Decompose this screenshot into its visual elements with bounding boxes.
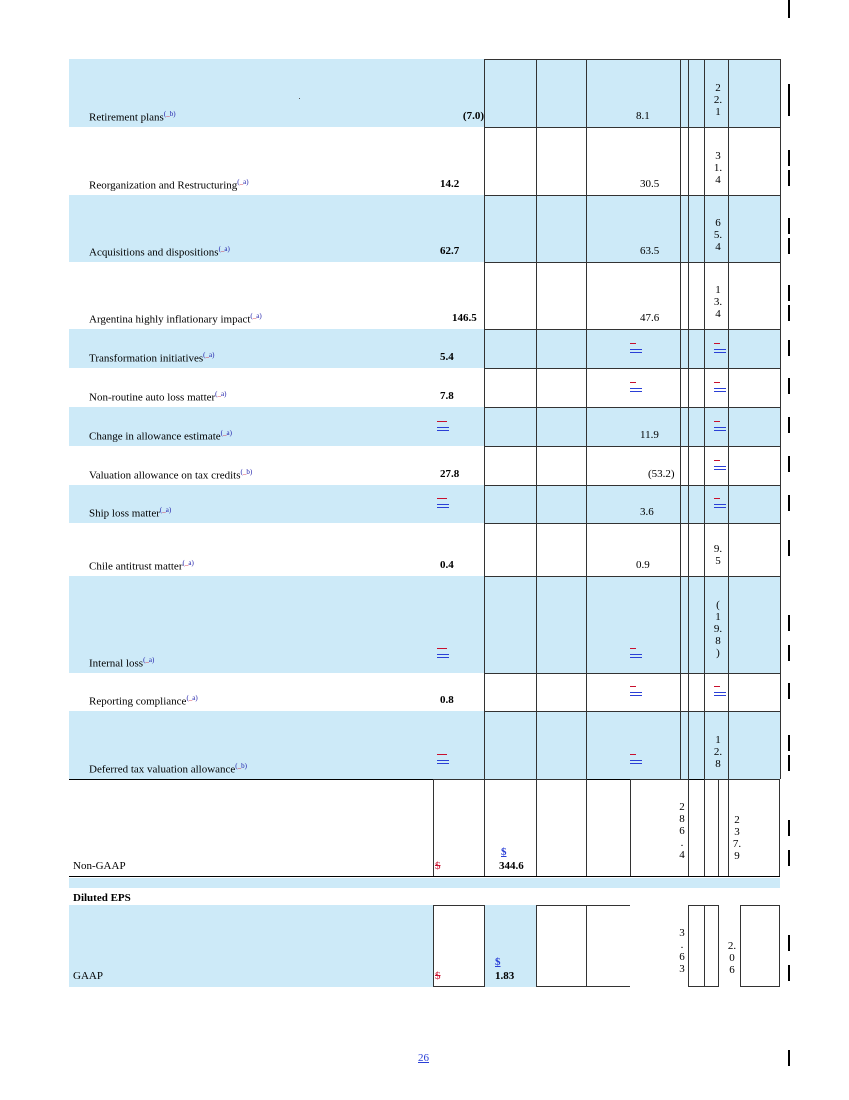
row-value-current: 14.2 (440, 178, 460, 190)
grid-line (728, 59, 729, 779)
currency-symbol: $ (435, 970, 441, 982)
page-edge-mark (788, 1050, 790, 1066)
gaap-label: GAAP (73, 970, 103, 982)
row-label: Ship loss matter$^{(\_a)}$ (89, 506, 172, 520)
row-value-prior: 47.6 (640, 312, 660, 324)
row-value-prior: 30.5 (640, 178, 660, 190)
grid-line (484, 523, 780, 524)
currency-symbol: $ (435, 860, 441, 872)
empty-dash (714, 343, 726, 353)
row-label: Transformation initiatives$^{(\_a)}$ (89, 351, 215, 365)
grid-line (688, 59, 689, 779)
empty-dash (714, 382, 726, 392)
grid-line (484, 446, 780, 447)
row-value-prior: 11.9 (640, 429, 659, 441)
grid-line (484, 59, 485, 779)
page-edge-mark (788, 755, 790, 771)
row-value-current: (7.0) (462, 110, 484, 122)
cell-box (688, 905, 705, 987)
empty-dash (630, 648, 642, 658)
page-edge-mark (788, 417, 790, 433)
page-edge-mark (788, 0, 790, 18)
row-value-stacked: ( 1 9. 8 ) (713, 599, 723, 659)
cell-box (740, 905, 780, 987)
empty-dash (437, 421, 449, 431)
artifact-dot (299, 98, 300, 99)
page-edge-mark (788, 683, 790, 699)
row-value-current: 62.7 (440, 245, 460, 257)
empty-dash (630, 343, 642, 353)
row-value-current: 146.5 (452, 312, 477, 324)
table-row (69, 576, 780, 673)
empty-dash (714, 686, 726, 696)
nongaap-value-stacked: 2 3 7. 9 (732, 814, 742, 862)
empty-dash (437, 498, 449, 508)
grid-line (484, 407, 780, 408)
empty-dash (714, 421, 726, 431)
row-value-prior: 8.1 (636, 110, 650, 122)
page-edge-mark (788, 615, 790, 631)
grid-line (536, 59, 537, 779)
grid-line (484, 329, 780, 330)
empty-dash (437, 754, 449, 764)
row-value-current: 0.8 (440, 694, 454, 706)
nongaap-label: Non-GAAP (73, 860, 126, 872)
cell-box (704, 905, 719, 987)
row-label: Reporting compliance$^{(\_a)}$ (89, 694, 198, 708)
grid-line (484, 485, 780, 486)
row-label: Acquisitions and dispositions$^{(\_a)}$ (89, 245, 230, 259)
page-edge-mark (788, 935, 790, 951)
row-label: Reorganization and Restructuring$^{(\_a)}$ (89, 178, 249, 192)
page-edge-mark (788, 340, 790, 356)
nongaap-value-current: 344.6 (499, 860, 524, 872)
page-edge-mark (788, 305, 790, 321)
row-label: Chile antitrust matter$^{(\_a)}$ (89, 559, 194, 573)
currency-symbol: $ (495, 956, 501, 968)
empty-dash (630, 686, 642, 696)
page-edge-mark (788, 735, 790, 751)
grid-line (484, 262, 780, 263)
grid-line (484, 711, 780, 712)
empty-dash (714, 498, 726, 508)
nongaap-value-prior: 2 8 6 . 4 (679, 801, 685, 861)
cell-box (536, 905, 587, 987)
grid-line (484, 59, 780, 60)
gaap-value-prior: 3 . 6 3 (679, 927, 685, 975)
page-edge-mark (788, 850, 790, 866)
row-value-stacked: 9. 5 (713, 543, 723, 567)
empty-dash (714, 460, 726, 470)
grid-line (484, 368, 780, 369)
grid-line (484, 127, 780, 128)
row-label: Non-routine auto loss matter$^{(\_a)}$ (89, 390, 227, 404)
table-rule (69, 876, 780, 877)
cell-box (718, 779, 780, 877)
row-label: Change in allowance estimate$^{(\_a)}$ (89, 429, 232, 443)
row-value-stacked: 1 2. 8 (713, 734, 723, 770)
page-edge-mark (788, 84, 790, 100)
row-value-stacked: 1 3. 4 (713, 284, 723, 320)
page-edge-mark (788, 100, 790, 116)
page-edge-mark (788, 965, 790, 981)
grid-line (484, 576, 780, 577)
empty-dash (630, 754, 642, 764)
row-label: Internal loss$^{(\_a)}$ (89, 656, 155, 670)
row-value-current: 27.8 (440, 468, 460, 480)
row-value-prior: 63.5 (640, 245, 660, 257)
row-value-prior: 3.6 (640, 506, 654, 518)
page-number-link[interactable]: 26 (418, 1052, 429, 1064)
cell-box (536, 779, 587, 877)
page-edge-mark (788, 378, 790, 394)
cell-box (586, 905, 631, 987)
row-value-current: 5.4 (440, 351, 454, 363)
spacer-band (69, 878, 780, 888)
empty-dash (437, 648, 449, 658)
row-value-stacked: 6 5. 4 (713, 217, 723, 253)
grid-line (484, 195, 780, 196)
grid-line (586, 59, 587, 779)
page-edge-mark (788, 150, 790, 166)
grid-line (680, 59, 681, 779)
grid-line (704, 59, 705, 779)
page-edge-mark (788, 495, 790, 511)
page-edge-mark (788, 540, 790, 556)
empty-dash (630, 382, 642, 392)
page-edge-mark (788, 285, 790, 301)
page-edge-mark (788, 170, 790, 186)
row-label: Argentina highly inflationary impact$^{(\_a)}$ (89, 312, 262, 326)
table-row (69, 485, 780, 523)
row-value-current: 7.8 (440, 390, 454, 402)
page-edge-mark (788, 238, 790, 254)
row-value-current: 0.4 (440, 559, 454, 571)
gaap-value-current: 1.83 (495, 970, 515, 982)
row-label: Deferred tax valuation allowance$^{(\_b)}$ (89, 762, 247, 776)
page-edge-mark (788, 645, 790, 661)
row-label: Valuation allowance on tax credits$^{(\_b)}$ (89, 468, 253, 482)
currency-symbol: $ (501, 846, 507, 858)
grid-line (484, 673, 780, 674)
page-edge-mark (788, 456, 790, 472)
gaap-value-stacked: 2. 0 6 (727, 940, 737, 976)
row-value-stacked: 2 2. 1 (713, 82, 723, 118)
page-edge-mark (788, 820, 790, 836)
page-edge-mark (788, 218, 790, 234)
grid-line (780, 59, 781, 779)
row-value-prior: 0.9 (636, 559, 650, 571)
row-value-prior: (53.2) (648, 468, 675, 480)
section-title: Diluted EPS (73, 892, 131, 904)
row-label: Retirement plans$^{(\_b)}$ (89, 110, 176, 124)
row-value-stacked: 3 1. 4 (713, 150, 723, 186)
